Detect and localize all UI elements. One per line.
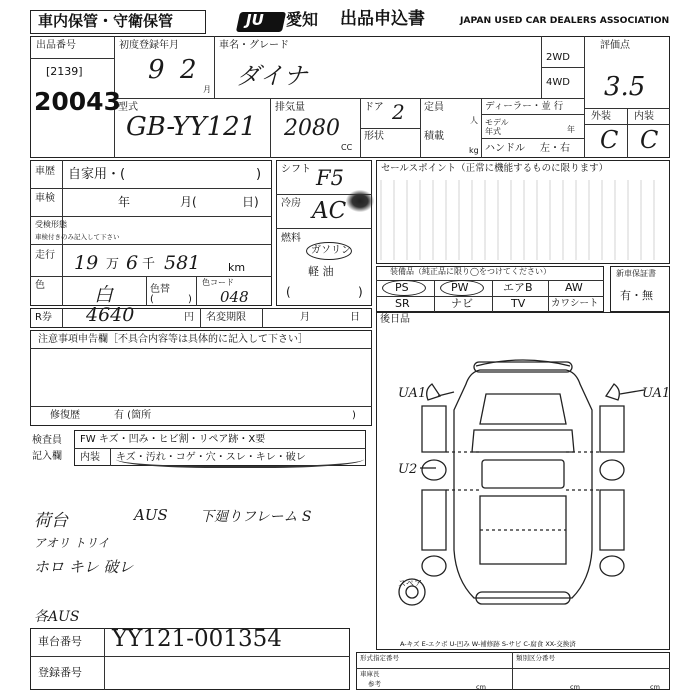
notes-label: 注意事項申告欄［不具合内容等は具体的に記入して下さい］ <box>38 334 308 345</box>
history-label: 車歴 <box>35 166 55 177</box>
class-number-label: 類別区分番号 <box>516 654 555 662</box>
garage-cm-3: cm <box>650 683 660 691</box>
vehicle-name: ダイナ <box>236 62 308 90</box>
form-number-label: 形式指定番号 <box>360 654 399 662</box>
repaint-label: 色替 <box>150 284 170 295</box>
name-change-day: 日 <box>350 312 360 323</box>
doors-value: 2 <box>392 100 405 124</box>
garage-ref-label: 参考 <box>368 680 381 688</box>
registration-month: 2 <box>180 55 197 85</box>
equip-navi: ナビ <box>451 297 473 310</box>
mileage-unit: km <box>228 261 246 274</box>
lot-sub-number: [2139] <box>46 65 83 78</box>
model-year-unit: 年 <box>567 125 575 134</box>
inspector-label-1: 検査員 <box>32 435 62 446</box>
recycle-label: R券 <box>35 312 52 323</box>
inspector-interior-label: 内装 <box>80 452 100 463</box>
lot-number: 20043 <box>34 87 121 116</box>
registration-year: 9 <box>148 55 165 85</box>
footer-table <box>356 652 670 690</box>
equip-sr: SR <box>395 297 410 310</box>
mileage-man: 万 <box>106 257 120 272</box>
rating-label: 評価点 <box>600 40 630 51</box>
storage-title: 車内保管・守衛保管 <box>38 12 174 30</box>
mileage-rest: 581 <box>164 252 201 274</box>
doors-label: ドア <box>364 102 384 113</box>
inspector-interior-line: キズ・汚れ・コゲ・穴・スレ・キレ・破レ <box>116 452 306 463</box>
ac-ink-smudge <box>346 190 374 212</box>
form-title: 出品申込書 <box>340 9 425 29</box>
after-install-label: 後日品 <box>380 314 410 325</box>
color-label: 色 <box>35 280 45 291</box>
equip-ps: PS <box>395 281 409 294</box>
lot-label: 出品番号 <box>36 40 76 51</box>
dealer-label: ディーラー・並 行 <box>485 101 564 112</box>
inspection-year: 年 <box>118 195 131 209</box>
diagram-legend: A-キズ E-エクボ U-凹み W-補修跡 S-サビ C-腐食 XX-交換済 <box>400 640 576 648</box>
interior-label: 内装 <box>634 111 654 122</box>
model-year-label: モデル 年式 <box>485 118 509 136</box>
equip-airbag: エアB <box>503 281 533 294</box>
mileage-1k: 6 <box>126 252 139 274</box>
interior-grade: C <box>640 126 659 154</box>
garage-cm-2: cm <box>570 683 580 691</box>
shift-label: シフト <box>281 164 311 175</box>
inspection-month: 月( <box>180 195 197 209</box>
garage-cm-1: cm <box>476 683 486 691</box>
inspection-label: 車検 <box>35 193 55 204</box>
equip-pw: PW <box>451 281 469 294</box>
handle-label: ハンドル <box>485 143 525 154</box>
diagram-ua1-right: UA1 <box>642 386 671 401</box>
inspector-label-2: 記入欄 <box>32 451 62 462</box>
inspector-scribble <box>116 446 364 468</box>
car-diagram <box>376 340 670 640</box>
recycle-row <box>30 308 372 328</box>
equip-leather-seat: カワシート <box>551 298 599 309</box>
mileage-10k: 19 <box>74 252 99 274</box>
inspection-day: 日) <box>242 195 259 209</box>
exterior-grade: C <box>600 126 619 154</box>
after-install-box <box>376 312 670 330</box>
drive-4wd: 4WD <box>546 77 570 88</box>
hw-line2: アオリ トリイ <box>34 536 110 550</box>
shape-label: 形状 <box>364 131 384 142</box>
association-name: JAPAN USED CAR DEALERS ASSOCIATION <box>460 15 670 26</box>
recycle-unit: 円 <box>184 312 194 323</box>
color-code-value: 048 <box>220 288 249 306</box>
repair-label: 修復歴 <box>50 410 80 421</box>
sales-point-label: セールスポイント（正常に機能するものに限ります） <box>381 163 609 174</box>
capacity-unit: 人 <box>470 116 478 125</box>
load-unit: kg <box>469 146 479 155</box>
ac-value: AC <box>312 198 347 224</box>
inspector-fw-line: FW キズ・凹み・ヒビ割・リペア跡・X要 <box>80 434 266 445</box>
name-change-label: 名変期限 <box>206 312 246 323</box>
exterior-label: 外装 <box>591 111 611 122</box>
color-value: 白 <box>94 284 114 306</box>
garage-length-label: 車庫長 <box>360 670 380 678</box>
drive-2wd: 2WD <box>546 52 570 63</box>
fuel-diesel: 軽 油 <box>308 265 334 278</box>
warranty-options: 有・無 <box>620 289 653 302</box>
check-label: 受検形態 <box>35 220 67 229</box>
repaint-paren-close: ) <box>188 294 192 305</box>
equip-aw: AW <box>565 281 583 294</box>
hw-line1: 荷台 <box>34 511 68 531</box>
hw-line4: 各AUS <box>34 609 80 625</box>
name-change-month: 月 <box>300 312 310 323</box>
model-value: GB-YY121 <box>126 112 257 142</box>
shift-value: F5 <box>316 166 344 190</box>
displacement-value: 2080 <box>284 116 340 141</box>
check-note: 車検付きのみ記入して下さい <box>35 233 120 241</box>
registration-number-label: 登録番号 <box>38 666 82 679</box>
history-value: 自家用・( <box>68 167 126 182</box>
chassis-label: 車台番号 <box>38 635 82 648</box>
load-label: 積載 <box>424 131 444 142</box>
mileage-label: 走行 <box>35 250 55 261</box>
hw-line1c: 下廻りフレーム S <box>200 509 312 525</box>
recycle-value: 4640 <box>86 304 135 326</box>
history-close: ) <box>256 167 262 182</box>
rating-score: 3.5 <box>604 72 646 102</box>
equipment-label: 装備品（純正品に限り◯をつけてください） <box>390 267 551 276</box>
vehicle-name-label: 車名・グレード <box>219 40 289 51</box>
fuel-gas: ガソリン <box>311 245 351 256</box>
registration-label: 初度登録年月 <box>119 40 179 51</box>
hw-line1b: AUS <box>134 506 168 524</box>
repaint-paren-open: ( <box>150 294 154 305</box>
mileage-sen: 千 <box>142 257 156 272</box>
color-code-label: 色コード <box>202 278 234 287</box>
fuel-paren-close: ) <box>358 285 363 299</box>
ac-label: 冷房 <box>281 198 301 209</box>
diagram-ua1-left: UA1 <box>398 386 427 401</box>
equip-tv: TV <box>511 297 526 310</box>
fuel-paren-open: ( <box>286 285 291 299</box>
displacement-unit: CC <box>341 143 353 152</box>
diagram-spare-label: スペア <box>398 579 422 588</box>
registration-month-unit: 月 <box>203 85 211 94</box>
capacity-label: 定員 <box>424 102 444 113</box>
warranty-label: 新車保証書 <box>616 269 656 278</box>
displacement-label: 排気量 <box>275 102 305 113</box>
ju-logo-region: 愛知 <box>286 10 319 29</box>
fuel-label-text: 燃料 <box>281 233 301 244</box>
diagram-u2: U2 <box>398 462 418 477</box>
hw-line3: ホロ キレ 破レ <box>34 558 134 576</box>
ju-logo-mark: JU <box>246 11 264 29</box>
repair-value: 有 (箇所 <box>114 410 152 421</box>
repair-close: ) <box>352 410 356 421</box>
chassis-value: YY121-001354 <box>112 626 282 652</box>
sales-point-scribble <box>380 180 666 260</box>
model-label: 型式 <box>118 102 138 113</box>
handle-options: 左・右 <box>540 143 570 154</box>
